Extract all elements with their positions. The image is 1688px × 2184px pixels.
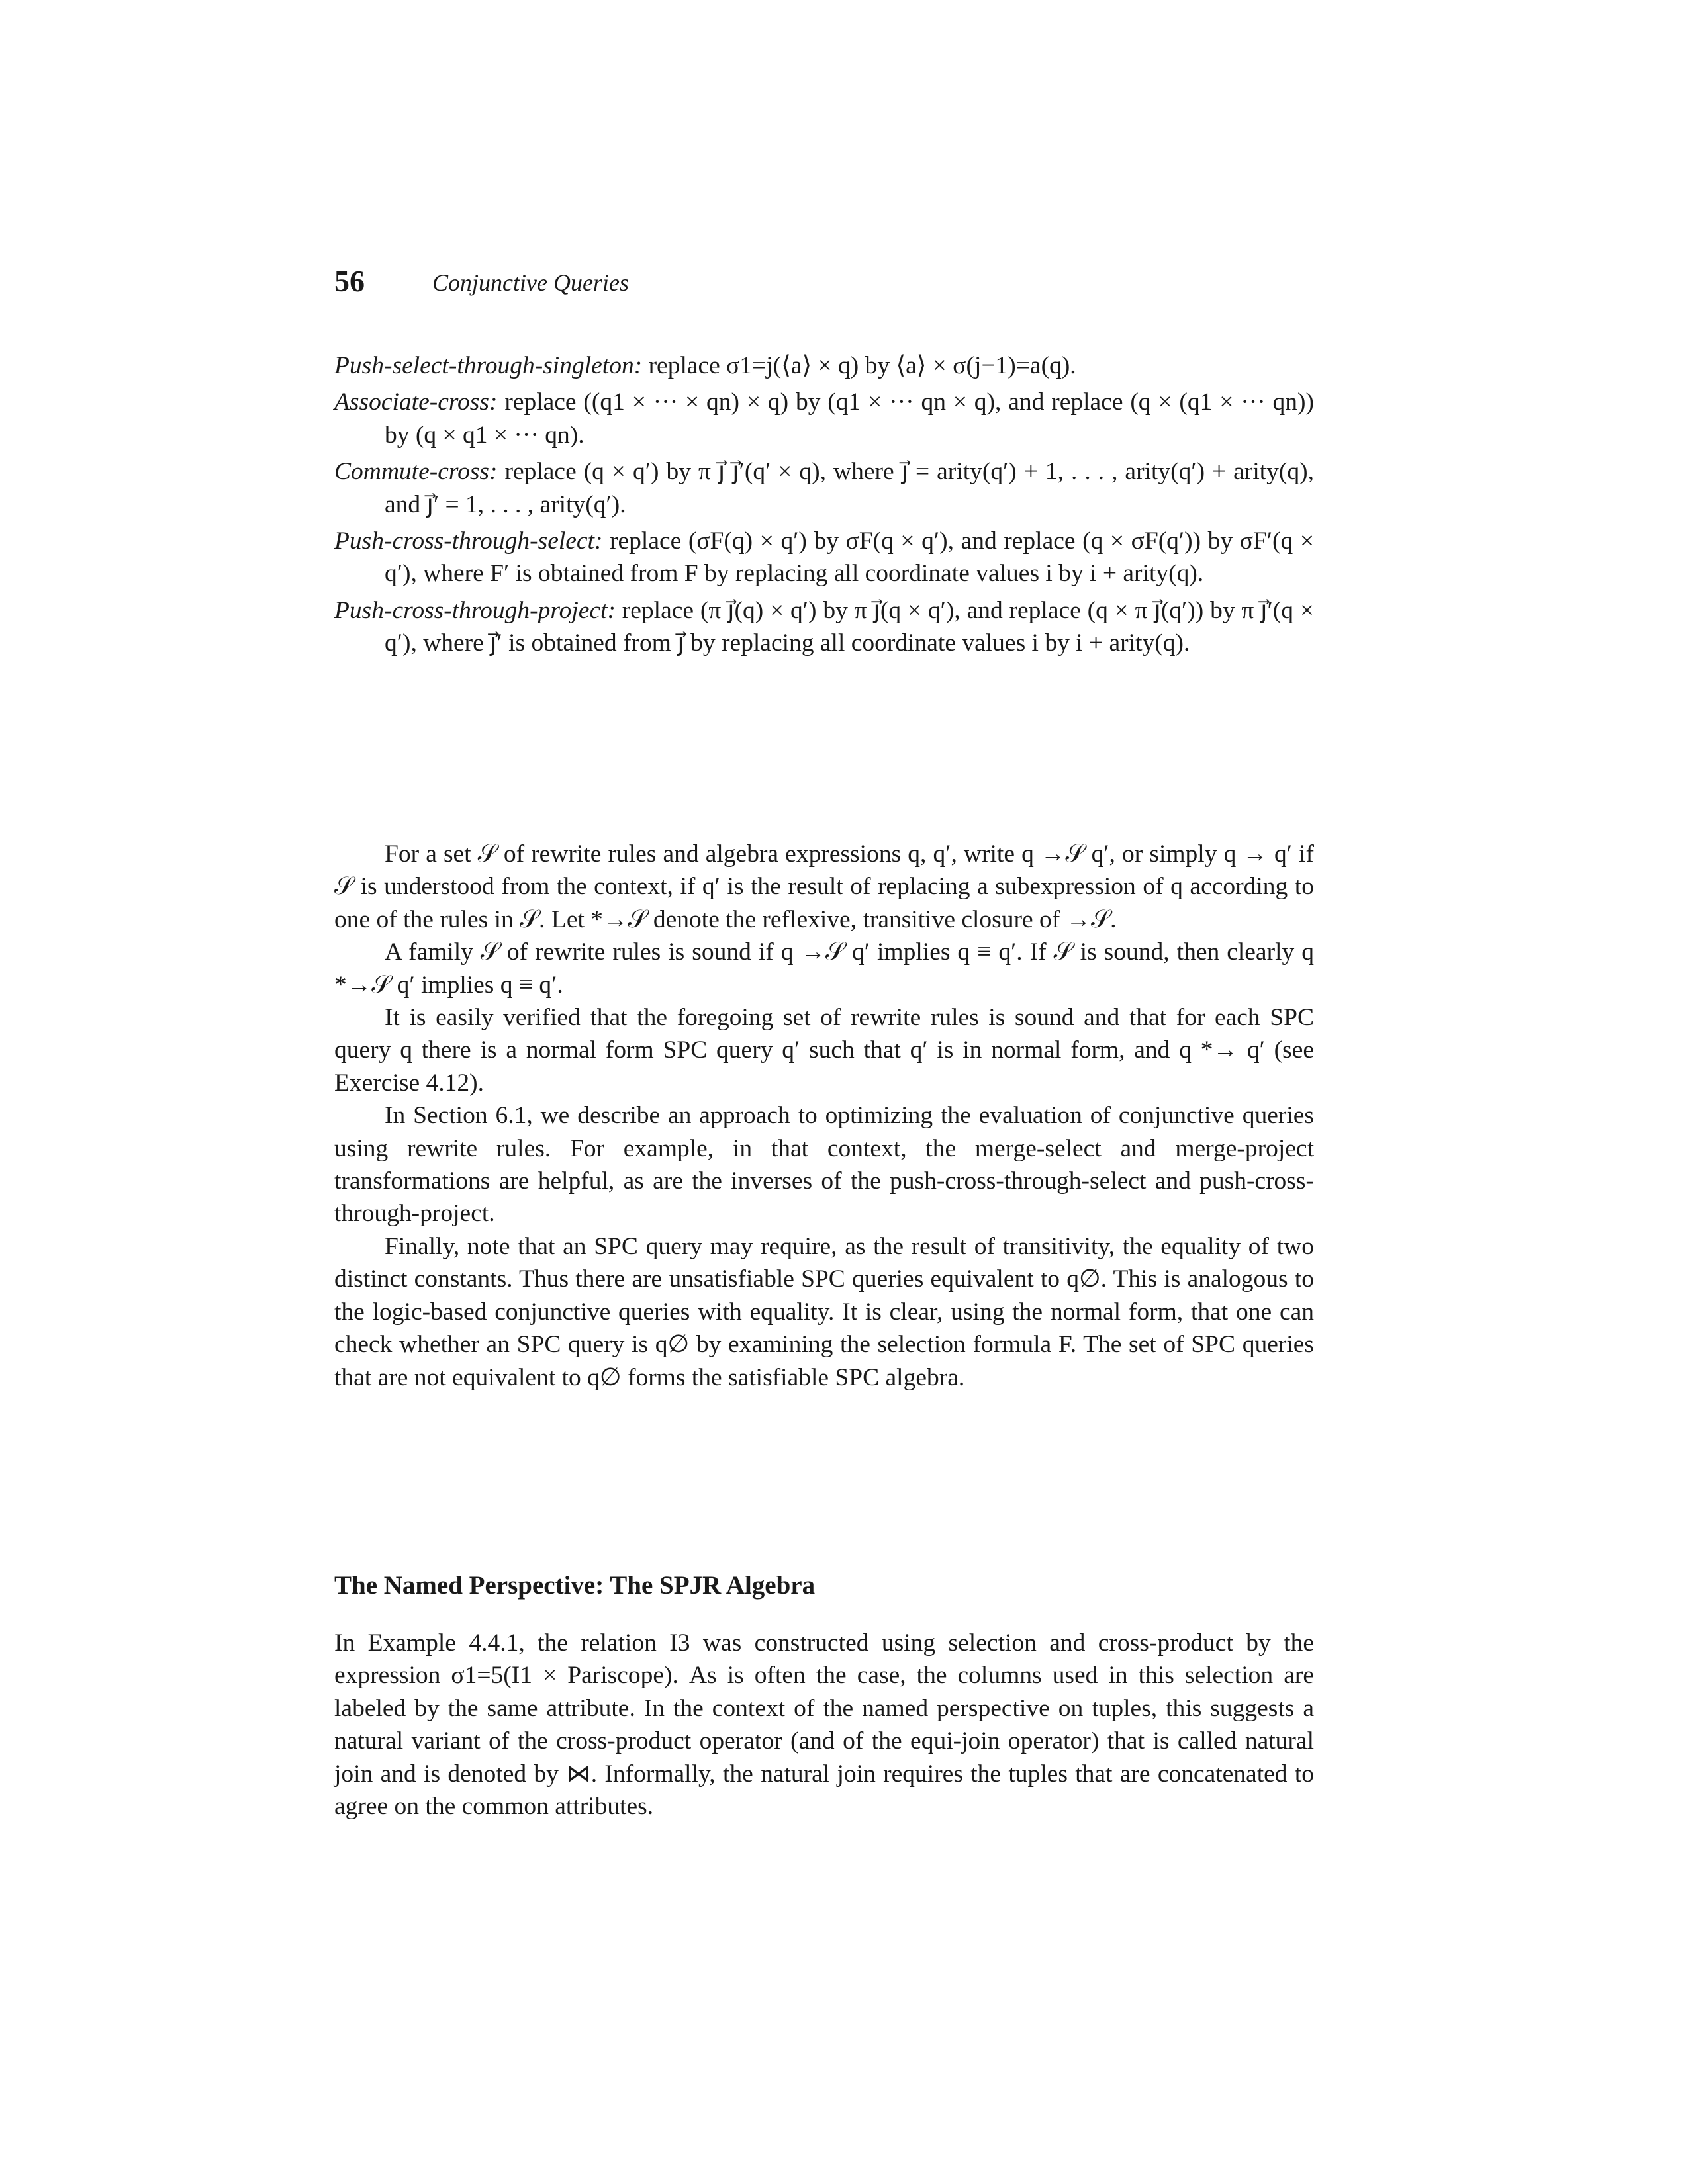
section-body <box>334 1627 1314 1823</box>
paragraph-optimization: In Section 6.1, we describe an approach to optimizing the evaluation of conjunctive queries using rewrite rules. For example, in that context, the merge-select and merge-project transformations are helpful, as are the inverses of the push-cross-through-select and push-cross-through-project. <box>334 1102 1314 1228</box>
rule-name: Push-select-through-singleton: <box>334 352 643 379</box>
rule-text: replace ((q1 × ··· × qn) × q) by (q1 × ··· qn × q), and replace (q × (q1 × ··· qn)) by (q × q1 × ··· qn). <box>385 388 1315 449</box>
running-title: Conjunctive Queries <box>432 269 629 296</box>
page-number: 56 <box>334 264 365 298</box>
rule-push-cross-through-select <box>334 525 1314 590</box>
rule-name: Push-cross-through-project: <box>334 596 616 624</box>
paragraph-satisfiable: Finally, note that an SPC query may require, as the result of transitivity, the equality of two distinct constants. Thus there are unsatisfiable SPC queries equivalent to q∅. This is analogous to the logic-based conjunctive queries with equality. It is clear, using the normal form, that one can check whether an SPC query is q∅ by examining the selection formula F. The set of SPC queries that are not equivalent to q∅ forms the satisfiable SPC algebra. <box>334 1232 1314 1391</box>
rewrite-rules-list <box>334 349 1314 664</box>
rule-name: Associate-cross: <box>334 388 498 416</box>
rule-name: Commute-cross: <box>334 458 498 486</box>
rule-text: replace (q × q′) by π j⃗ j⃗′(q′ × q), where j⃗ = arity(q′) + 1, . . . , arity(q′) + arity(q), and j⃗′ = 1, . . . , arity(q′). <box>385 458 1315 518</box>
paragraph-rewrite-definition: For a set 𝒮 of rewrite rules and algebra expressions q, q′, write q →𝒮 q′, or simply q → q′ if 𝒮 is understood from the context, if q′ is the result of replacing a subexpression of q according to one of the rules in 𝒮. Let *→𝒮 denote the reflexive, transitive closure of →𝒮. <box>334 841 1314 933</box>
rule-text: replace σ1=j(⟨a⟩ × q) by ⟨a⟩ × σ(j−1)=a(q). <box>648 352 1076 379</box>
paragraph-natural-join: In Example 4.4.1, the relation I3 was constructed using selection and cross-product by the expression σ1=5(I1 × Pariscope). As is often the case, the columns used in this selection are labeled by the same attribute. In the context of the named perspective on tuples, this suggests a natural variant of the cross-product operator (and of the equi-join operator) that is called natural join and is denoted by ⋈. Informally, the natural join requires the tuples that are concatenated to agree on the common attributes. <box>334 1629 1314 1821</box>
rule-name: Push-cross-through-select: <box>334 527 603 555</box>
rule-associate-cross <box>334 386 1314 451</box>
rule-push-cross-through-project <box>334 594 1314 660</box>
paragraph-soundness: A family 𝒮 of rewrite rules is sound if q →𝒮 q′ implies q ≡ q′. If 𝒮 is sound, then clearly q *→𝒮 q′ implies q ≡ q′. <box>334 938 1314 999</box>
rule-text: replace (π j⃗(q) × q′) by π j⃗(q × q′), and replace (q × π j⃗(q′)) by π j⃗′(q × q′), where j⃗′ is obtained from j⃗ by replacing all coordinate values i by i + arity(q). <box>385 596 1315 657</box>
rule-push-select-through-singleton <box>334 349 1314 382</box>
rule-commute-cross <box>334 455 1314 521</box>
paragraph-normal-form: It is easily verified that the foregoing set of rewrite rules is sound and that for each SPC query q there is a normal form SPC query q′ such that q′ is in normal form, and q *→ q′ (see Exercise 4.12). <box>334 1004 1314 1097</box>
rule-text: replace (σF(q) × q′) by σF(q × q′), and replace (q × σF(q′)) by σF′(q × q′), where F′ is obtained from F by replacing all coordinate values i by i + arity(q). <box>385 527 1314 588</box>
body-text <box>334 838 1314 1394</box>
section-heading: The Named Perspective: The SPJR Algebra <box>334 1571 816 1600</box>
